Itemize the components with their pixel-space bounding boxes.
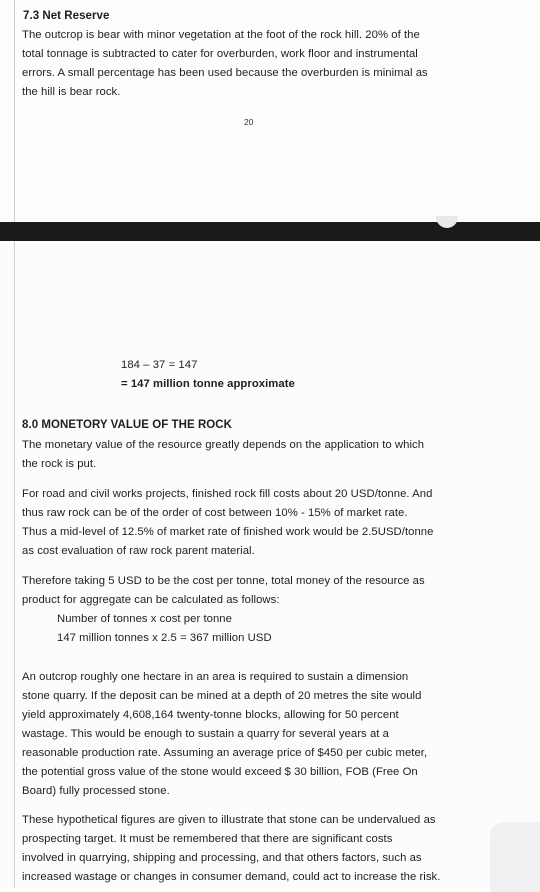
corner-shade [490, 822, 540, 892]
page-divider [0, 222, 540, 241]
net-reserve-line-3: errors. A small percentage has been used because the overburden is minimal as [22, 67, 428, 79]
net-reserve-line-2: total tonnage is subtracted to cater for overburden, work floor and instrumental [22, 48, 418, 60]
calc-result: = 147 million tonne approximate [121, 378, 295, 390]
p4-line-4: wastage. This would be enough to sustain a quarry for several years at a [22, 728, 389, 740]
p2-line-4: as cost evaluation of raw rock parent material. [22, 545, 255, 557]
net-reserve-line-4: the hill is bear rock. [22, 86, 121, 98]
p3-line-1: Therefore taking 5 USD to be the cost per tonne, total money of the resource as [22, 575, 425, 587]
p4-line-5: reasonable production rate. Assuming an average price of $450 per cubic meter, [22, 747, 428, 759]
formula-line-2: 147 million tonnes x 2.5 = 367 million USD [57, 632, 272, 644]
top-page [0, 0, 540, 222]
p2-line-1: For road and civil works projects, finished rock fill costs about 20 USD/tonne. And [22, 488, 433, 500]
p2-line-2: thus raw rock can be of the order of cost between 10% - 15% of market rate. [22, 507, 408, 519]
p1-line-1: The monetary value of the resource greatly depends on the application to which [22, 439, 425, 451]
calc-line: 184 – 37 = 147 [121, 359, 198, 371]
section-heading-monetory-value: 8.0 MONETORY VALUE OF THE ROCK [22, 419, 233, 431]
p4-line-3: yield approximately 4,608,164 twenty-tonne blocks, allowing for 50 percent [22, 709, 399, 721]
p4-line-7: Board) fully processed stone. [22, 785, 170, 797]
formula-line-1: Number of tonnes x cost per tonne [57, 613, 232, 625]
p3-line-2: product for aggregate can be calculated as follows: [22, 594, 280, 606]
page-number: 20 [244, 117, 254, 127]
p2-line-3: Thus a mid-level of 12.5% of market rate of finished work would be 2.5USD/tonne [22, 526, 434, 538]
p4-line-2: stone quarry. If the deposit can be mined at a depth of 20 metres the site would [22, 690, 422, 702]
p5-line-2: prospecting target. It must be remembered that there are significant costs [22, 833, 393, 845]
p4-line-6: the potential gross value of the stone would exceed $ 30 billion, FOB (Free On [22, 766, 418, 778]
net-reserve-line-1: The outcrop is bear with minor vegetation at the foot of the rock hill. 20% of the [22, 29, 420, 41]
section-heading-net-reserve: 7.3 Net Reserve [23, 10, 110, 22]
p1-line-2: the rock is put. [22, 458, 97, 470]
p5-line-4: increased wastage or changes in consumer demand, could act to increase the risk. [22, 871, 441, 883]
p5-line-3: involved in quarrying, shipping and processing, and that others factors, such as [22, 852, 422, 864]
bottom-page [0, 241, 540, 888]
p5-line-1: These hypothetical figures are given to illustrate that stone can be undervalued as [22, 814, 436, 826]
p4-line-1: An outcrop roughly one hectare in an area is required to sustain a dimension [22, 671, 409, 683]
